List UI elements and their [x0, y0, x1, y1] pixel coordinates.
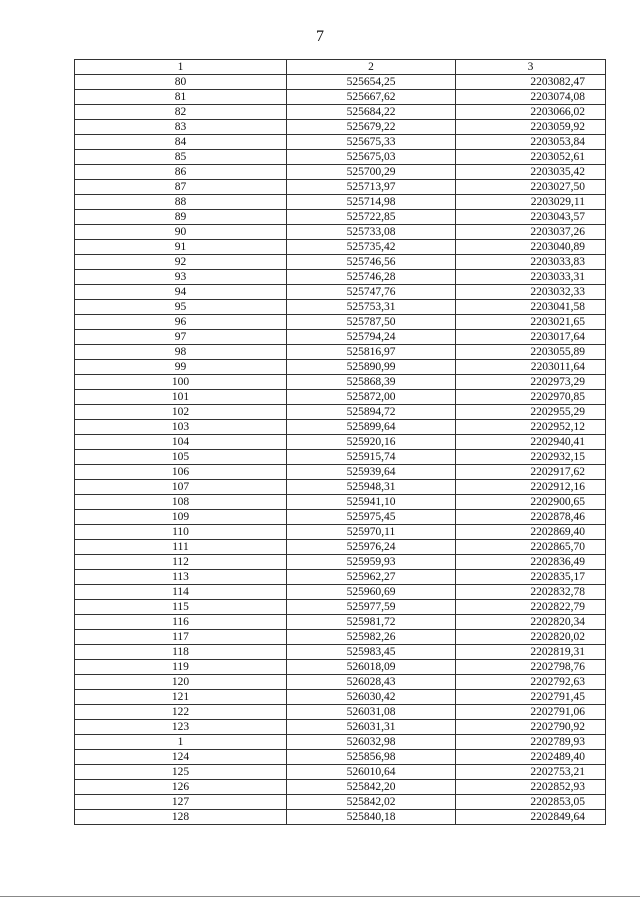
- x-coordinate-cell: 525960,69: [287, 585, 456, 600]
- page-number: 7: [316, 28, 324, 45]
- table-row: [75, 630, 606, 645]
- y-coordinate-cell: 2203055,89: [456, 345, 606, 360]
- table-row: [75, 150, 606, 165]
- x-coordinate-cell: 525894,72: [287, 405, 456, 420]
- point-number-cell: 89: [75, 210, 287, 225]
- table-row: [75, 420, 606, 435]
- y-coordinate-cell: 2202917,62: [456, 465, 606, 480]
- x-coordinate-cell: 525787,50: [287, 315, 456, 330]
- y-coordinate-cell: 2202869,40: [456, 525, 606, 540]
- table-row: [75, 510, 606, 525]
- y-coordinate-cell: 2203043,57: [456, 210, 606, 225]
- y-coordinate-cell: 2202970,85: [456, 390, 606, 405]
- y-coordinate-cell: 2203037,26: [456, 225, 606, 240]
- point-number-cell: 85: [75, 150, 287, 165]
- y-coordinate-cell: 2202955,29: [456, 405, 606, 420]
- y-coordinate-cell: 2202878,46: [456, 510, 606, 525]
- table-row: [75, 615, 606, 630]
- y-coordinate-cell: 2202791,06: [456, 705, 606, 720]
- x-coordinate-cell: 525675,03: [287, 150, 456, 165]
- y-coordinate-cell: 2203027,50: [456, 180, 606, 195]
- point-number-cell: 86: [75, 165, 287, 180]
- y-coordinate-cell: 2202932,15: [456, 450, 606, 465]
- x-coordinate-cell: 525981,72: [287, 615, 456, 630]
- x-coordinate-cell: 525842,02: [287, 795, 456, 810]
- table-row: [75, 810, 606, 825]
- point-number-cell: 113: [75, 570, 287, 585]
- y-coordinate-cell: 2202792,63: [456, 675, 606, 690]
- y-coordinate-cell: 2203053,84: [456, 135, 606, 150]
- y-coordinate-cell: 2202820,02: [456, 630, 606, 645]
- x-coordinate-cell: 525976,24: [287, 540, 456, 555]
- point-number-cell: 80: [75, 75, 287, 90]
- table-row: [75, 315, 606, 330]
- point-number-cell: 99: [75, 360, 287, 375]
- x-coordinate-cell: 525872,00: [287, 390, 456, 405]
- point-number-cell: 118: [75, 645, 287, 660]
- point-number-cell: 103: [75, 420, 287, 435]
- table-header-row: [75, 60, 606, 75]
- x-coordinate-cell: 525920,16: [287, 435, 456, 450]
- point-number-cell: 119: [75, 660, 287, 675]
- y-coordinate-cell: 2202836,49: [456, 555, 606, 570]
- table-row: [75, 285, 606, 300]
- y-coordinate-cell: 2202853,05: [456, 795, 606, 810]
- point-number-cell: 117: [75, 630, 287, 645]
- point-number-cell: 111: [75, 540, 287, 555]
- x-coordinate-cell: 525735,42: [287, 240, 456, 255]
- x-coordinate-cell: 525975,45: [287, 510, 456, 525]
- x-coordinate-cell: 525840,18: [287, 810, 456, 825]
- y-coordinate-cell: 2202753,21: [456, 765, 606, 780]
- table-row: [75, 795, 606, 810]
- x-coordinate-cell: 526030,42: [287, 690, 456, 705]
- table-row: [75, 180, 606, 195]
- x-coordinate-cell: 525713,97: [287, 180, 456, 195]
- x-coordinate-cell: 525868,39: [287, 375, 456, 390]
- table-row: [75, 765, 606, 780]
- table-row: [75, 645, 606, 660]
- point-number-cell: 128: [75, 810, 287, 825]
- x-coordinate-cell: 526031,31: [287, 720, 456, 735]
- table-row: [75, 390, 606, 405]
- y-coordinate-cell: 2202852,93: [456, 780, 606, 795]
- table-row: [75, 255, 606, 270]
- y-coordinate-cell: 2203041,58: [456, 300, 606, 315]
- point-number-cell: 124: [75, 750, 287, 765]
- y-coordinate-cell: 2202912,16: [456, 480, 606, 495]
- y-coordinate-cell: 2202798,76: [456, 660, 606, 675]
- table-row: [75, 225, 606, 240]
- x-coordinate-cell: 525977,59: [287, 600, 456, 615]
- x-coordinate-cell: 525733,08: [287, 225, 456, 240]
- y-coordinate-cell: 2202973,29: [456, 375, 606, 390]
- table-row: [75, 690, 606, 705]
- table-row: [75, 105, 606, 120]
- table-row: [75, 720, 606, 735]
- y-coordinate-cell: 2203033,83: [456, 255, 606, 270]
- y-coordinate-cell: 2202819,31: [456, 645, 606, 660]
- table-row: [75, 330, 606, 345]
- column-header-y: 3: [456, 60, 606, 75]
- x-coordinate-cell: 525667,62: [287, 90, 456, 105]
- table-row: [75, 675, 606, 690]
- point-number-cell: 122: [75, 705, 287, 720]
- point-number-cell: 93: [75, 270, 287, 285]
- y-coordinate-cell: 2203032,33: [456, 285, 606, 300]
- coordinates-table: [74, 59, 606, 825]
- point-number-cell: 100: [75, 375, 287, 390]
- column-header-point-number: 1: [75, 60, 287, 75]
- y-coordinate-cell: 2203082,47: [456, 75, 606, 90]
- y-coordinate-cell: 2202865,70: [456, 540, 606, 555]
- x-coordinate-cell: 525746,56: [287, 255, 456, 270]
- x-coordinate-cell: 525939,64: [287, 465, 456, 480]
- point-number-cell: 112: [75, 555, 287, 570]
- table-row: [75, 135, 606, 150]
- y-coordinate-cell: 2203035,42: [456, 165, 606, 180]
- table-body: [75, 75, 606, 825]
- y-coordinate-cell: 2202900,65: [456, 495, 606, 510]
- y-coordinate-cell: 2203011,64: [456, 360, 606, 375]
- y-coordinate-cell: 2202790,92: [456, 720, 606, 735]
- x-coordinate-cell: 526018,09: [287, 660, 456, 675]
- y-coordinate-cell: 2202832,78: [456, 585, 606, 600]
- x-coordinate-cell: 525794,24: [287, 330, 456, 345]
- y-coordinate-cell: 2202820,34: [456, 615, 606, 630]
- point-number-cell: 106: [75, 465, 287, 480]
- point-number-cell: 83: [75, 120, 287, 135]
- table-row: [75, 405, 606, 420]
- table-row: [75, 345, 606, 360]
- point-number-cell: 88: [75, 195, 287, 210]
- x-coordinate-cell: 525816,97: [287, 345, 456, 360]
- point-number-cell: 127: [75, 795, 287, 810]
- y-coordinate-cell: 2202835,17: [456, 570, 606, 585]
- point-number-cell: 107: [75, 480, 287, 495]
- x-coordinate-cell: 525856,98: [287, 750, 456, 765]
- point-number-cell: 102: [75, 405, 287, 420]
- x-coordinate-cell: 526032,98: [287, 735, 456, 750]
- x-coordinate-cell: 525982,26: [287, 630, 456, 645]
- table-row: [75, 525, 606, 540]
- table-row: [75, 735, 606, 750]
- table-row: [75, 450, 606, 465]
- point-number-cell: 1: [75, 735, 287, 750]
- point-number-cell: 110: [75, 525, 287, 540]
- x-coordinate-cell: 525747,76: [287, 285, 456, 300]
- y-coordinate-cell: 2203017,64: [456, 330, 606, 345]
- point-number-cell: 108: [75, 495, 287, 510]
- y-coordinate-cell: 2203059,92: [456, 120, 606, 135]
- table-row: [75, 360, 606, 375]
- point-number-cell: 114: [75, 585, 287, 600]
- table-row: [75, 705, 606, 720]
- x-coordinate-cell: 525962,27: [287, 570, 456, 585]
- table-row: [75, 75, 606, 90]
- x-coordinate-cell: 525675,33: [287, 135, 456, 150]
- table-row: [75, 300, 606, 315]
- x-coordinate-cell: 525890,99: [287, 360, 456, 375]
- bottom-divider: [0, 896, 640, 897]
- table-row: [75, 120, 606, 135]
- x-coordinate-cell: 525970,11: [287, 525, 456, 540]
- point-number-cell: 90: [75, 225, 287, 240]
- x-coordinate-cell: 525983,45: [287, 645, 456, 660]
- y-coordinate-cell: 2202849,64: [456, 810, 606, 825]
- point-number-cell: 92: [75, 255, 287, 270]
- y-coordinate-cell: 2202789,93: [456, 735, 606, 750]
- point-number-cell: 96: [75, 315, 287, 330]
- x-coordinate-cell: 525959,93: [287, 555, 456, 570]
- x-coordinate-cell: 525679,22: [287, 120, 456, 135]
- y-coordinate-cell: 2202952,12: [456, 420, 606, 435]
- x-coordinate-cell: 525915,74: [287, 450, 456, 465]
- y-coordinate-cell: 2202940,41: [456, 435, 606, 450]
- point-number-cell: 105: [75, 450, 287, 465]
- x-coordinate-cell: 526010,64: [287, 765, 456, 780]
- x-coordinate-cell: 525899,64: [287, 420, 456, 435]
- y-coordinate-cell: 2203021,65: [456, 315, 606, 330]
- point-number-cell: 109: [75, 510, 287, 525]
- point-number-cell: 84: [75, 135, 287, 150]
- table-row: [75, 750, 606, 765]
- table-row: [75, 240, 606, 255]
- table-row: [75, 495, 606, 510]
- x-coordinate-cell: 525700,29: [287, 165, 456, 180]
- y-coordinate-cell: 2203029,11: [456, 195, 606, 210]
- y-coordinate-cell: 2203040,89: [456, 240, 606, 255]
- x-coordinate-cell: 525753,31: [287, 300, 456, 315]
- point-number-cell: 115: [75, 600, 287, 615]
- x-coordinate-cell: 525684,22: [287, 105, 456, 120]
- y-coordinate-cell: 2202489,40: [456, 750, 606, 765]
- column-header-x: 2: [287, 60, 456, 75]
- point-number-cell: 125: [75, 765, 287, 780]
- table-row: [75, 195, 606, 210]
- table-row: [75, 435, 606, 450]
- x-coordinate-cell: 526028,43: [287, 675, 456, 690]
- y-coordinate-cell: 2202791,45: [456, 690, 606, 705]
- y-coordinate-cell: 2203052,61: [456, 150, 606, 165]
- y-coordinate-cell: 2203074,08: [456, 90, 606, 105]
- point-number-cell: 94: [75, 285, 287, 300]
- table-row: [75, 660, 606, 675]
- table-row: [75, 375, 606, 390]
- point-number-cell: 116: [75, 615, 287, 630]
- table-row: [75, 465, 606, 480]
- point-number-cell: 101: [75, 390, 287, 405]
- table-row: [75, 210, 606, 225]
- x-coordinate-cell: 525948,31: [287, 480, 456, 495]
- table-row: [75, 480, 606, 495]
- y-coordinate-cell: 2203033,31: [456, 270, 606, 285]
- y-coordinate-cell: 2202822,79: [456, 600, 606, 615]
- x-coordinate-cell: 526031,08: [287, 705, 456, 720]
- table-row: [75, 585, 606, 600]
- table-row: [75, 90, 606, 105]
- x-coordinate-cell: 525746,28: [287, 270, 456, 285]
- x-coordinate-cell: 525842,20: [287, 780, 456, 795]
- point-number-cell: 120: [75, 675, 287, 690]
- point-number-cell: 82: [75, 105, 287, 120]
- point-number-cell: 121: [75, 690, 287, 705]
- point-number-cell: 97: [75, 330, 287, 345]
- y-coordinate-cell: 2203066,02: [456, 105, 606, 120]
- point-number-cell: 95: [75, 300, 287, 315]
- table-row: [75, 270, 606, 285]
- x-coordinate-cell: 525941,10: [287, 495, 456, 510]
- point-number-cell: 123: [75, 720, 287, 735]
- table-row: [75, 570, 606, 585]
- table-row: [75, 540, 606, 555]
- point-number-cell: 87: [75, 180, 287, 195]
- point-number-cell: 126: [75, 780, 287, 795]
- table-row: [75, 780, 606, 795]
- table-row: [75, 165, 606, 180]
- table-row: [75, 555, 606, 570]
- x-coordinate-cell: 525654,25: [287, 75, 456, 90]
- point-number-cell: 98: [75, 345, 287, 360]
- table-row: [75, 600, 606, 615]
- point-number-cell: 104: [75, 435, 287, 450]
- point-number-cell: 91: [75, 240, 287, 255]
- x-coordinate-cell: 525722,85: [287, 210, 456, 225]
- x-coordinate-cell: 525714,98: [287, 195, 456, 210]
- point-number-cell: 81: [75, 90, 287, 105]
